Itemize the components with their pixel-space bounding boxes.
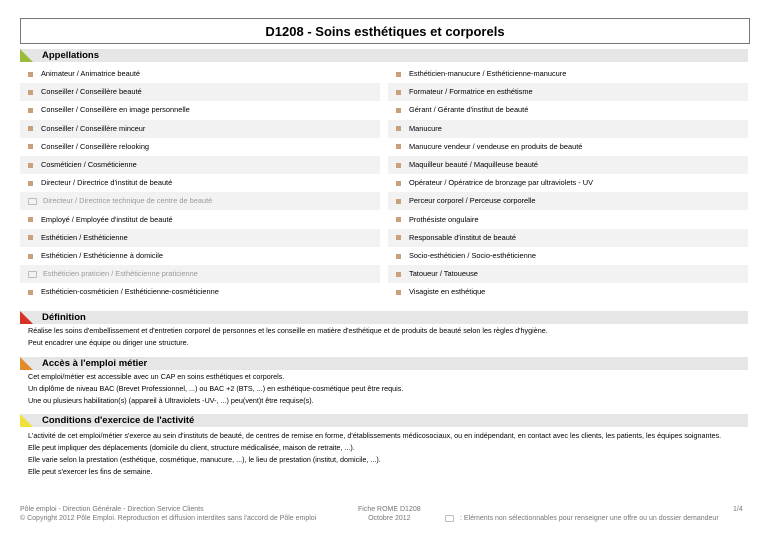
footer-page: 1/4 xyxy=(733,506,743,513)
appellations-header xyxy=(20,49,748,62)
appellation-label: Conseiller / Conseillère beauté xyxy=(41,87,142,97)
appellation-label: Directeur / Directrice technique de centre de beauté xyxy=(43,196,213,206)
appellation-label: Socio-esthéticien / Socio-esthéticienne xyxy=(409,251,536,260)
square-bullet-icon xyxy=(396,163,401,168)
conditions-line-3: Elle varie selon la prestation (esthétique, cosmétique, manucure, ...), le lieu de prestation (institut, domicile, ...). xyxy=(28,455,381,464)
acces-line-3: Une ou plusieurs habilitation(s) (appareil à Ultraviolets -UV-, ...) peu(vent)t être requise(s). xyxy=(28,396,314,405)
appellation-item xyxy=(20,229,380,247)
book-icon xyxy=(28,198,37,205)
square-bullet-icon xyxy=(28,144,33,149)
appellation-item xyxy=(20,265,380,283)
appellation-item xyxy=(20,83,380,101)
square-bullet-icon xyxy=(28,163,33,168)
appellation-label: Maquilleur beauté / Maquilleuse beauté xyxy=(409,160,539,169)
definition-heading: Définition xyxy=(42,312,86,323)
yellow-corner-icon xyxy=(20,414,33,427)
appellation-item xyxy=(388,138,748,156)
appellation-item xyxy=(20,247,380,265)
acces-line-1: Cet emploi/métier est accessible avec un CAP en soins esthétiques et corporels. xyxy=(28,372,285,381)
appellation-label: Visagiste en esthétique xyxy=(409,287,486,297)
definition-header xyxy=(20,311,748,324)
appellation-label: Opérateur / Opératrice de bronzage par ultraviolets - UV xyxy=(409,178,594,188)
footer-copyright: © Copyright 2012 Pôle Emploi. Reproduction et diffusion interdites sans l'accord de Pôle emploi xyxy=(20,515,317,522)
appellation-item xyxy=(388,101,748,119)
conditions-line-1: L'activité de cet emploi/métier s'exerce au sein d'instituts de beauté, de centres de remise en forme, d'établissements médicosociaux, ou en indépendant, en contact avec les clients, les patients, les équipes soignantes. xyxy=(28,431,722,440)
square-bullet-icon xyxy=(28,217,33,222)
acces-header xyxy=(20,357,748,370)
appellation-item xyxy=(20,174,380,192)
square-bullet-icon xyxy=(396,217,401,222)
book-icon xyxy=(445,515,454,522)
square-bullet-icon xyxy=(396,144,401,149)
appellation-item xyxy=(388,174,748,192)
appellation-item xyxy=(388,229,748,247)
appellation-label: Directeur / Directrice d'institut de beauté xyxy=(41,178,173,188)
appellation-label: Formateur / Formatrice en esthétisme xyxy=(409,87,533,97)
appellation-label: Employé / Employée d'institut de beauté xyxy=(41,214,173,224)
appellation-label: Esthéticien / Esthéticienne xyxy=(41,232,128,242)
conditions-line-4: Elle peut s'exercer les fins de semaine. xyxy=(28,467,153,476)
appellation-label: Conseiller / Conseillère relooking xyxy=(41,141,150,151)
appellation-label: Perceur corporel / Perceuse corporelle xyxy=(409,196,536,206)
footer-legend xyxy=(445,514,719,523)
conditions-line-2: Elle peut impliquer des déplacements (domicile du client, structure médicalisée, maison de retraite, ...). xyxy=(28,443,355,452)
appellation-item xyxy=(20,120,380,138)
appellations-heading: Appellations xyxy=(42,50,100,61)
footer-fiche-code: Fiche ROME D1208 xyxy=(358,506,421,513)
appellation-item xyxy=(388,83,748,101)
appellation-item xyxy=(388,247,748,265)
appellation-item xyxy=(388,283,748,301)
square-bullet-icon xyxy=(28,235,33,240)
square-bullet-icon xyxy=(28,90,33,95)
acces-heading: Accès à l'emploi métier xyxy=(42,358,148,369)
page-title xyxy=(20,18,750,44)
appellation-label: Manucure xyxy=(409,123,442,133)
title-text: D1208 - Soins esthétiques et corporels xyxy=(265,23,505,39)
appellation-label: Esthéticien-manucure / Esthéticienne-manucure xyxy=(409,69,567,78)
square-bullet-icon xyxy=(396,90,401,95)
square-bullet-icon xyxy=(28,254,33,259)
appellation-item xyxy=(20,156,380,174)
appellation-label: Manucure vendeur / vendeuse en produits de beauté xyxy=(409,141,583,151)
appellation-label: Conseiller / Conseillère minceur xyxy=(41,123,146,133)
appellation-label: Prothésiste ongulaire xyxy=(409,214,479,224)
square-bullet-icon xyxy=(28,126,33,131)
square-bullet-icon xyxy=(28,181,33,186)
appellation-label: Esthéticien praticien / Esthéticienne praticienne xyxy=(43,269,198,279)
appellation-label: Gérant / Gérante d'institut de beauté xyxy=(409,105,529,115)
appellation-label: Animateur / Animatrice beauté xyxy=(41,69,141,78)
square-bullet-icon xyxy=(396,108,401,113)
appellation-label: Esthéticien / Esthéticienne à domicile xyxy=(41,251,164,260)
appellation-item xyxy=(20,101,380,119)
conditions-header xyxy=(20,414,748,427)
square-bullet-icon xyxy=(396,272,401,277)
red-corner-icon xyxy=(20,311,33,324)
appellation-item xyxy=(388,65,748,83)
green-corner-icon xyxy=(20,49,33,62)
footer-date: Octobre 2012 xyxy=(368,515,411,522)
square-bullet-icon xyxy=(396,235,401,240)
footer-org xyxy=(20,505,316,523)
square-bullet-icon xyxy=(396,199,401,204)
book-icon xyxy=(28,271,37,278)
appellation-item xyxy=(388,192,748,210)
appellation-item xyxy=(20,211,380,229)
appellation-item xyxy=(20,283,380,301)
appellation-label: Cosméticien / Cosméticienne xyxy=(41,160,137,169)
square-bullet-icon xyxy=(396,126,401,131)
square-bullet-icon xyxy=(396,254,401,259)
footer-legend-text: : Eléments non sélectionnables pour renseigner une offre ou un dossier demandeur xyxy=(460,515,719,522)
appellation-item xyxy=(388,156,748,174)
square-bullet-icon xyxy=(28,290,33,295)
appellation-item xyxy=(388,265,748,283)
orange-corner-icon xyxy=(20,357,33,370)
acces-line-2: Un diplôme de niveau BAC (Brevet Professionnel, ...) ou BAC +2 (BTS, ...) en esthétique-cosmétique peut être requis. xyxy=(28,384,404,393)
appellation-item xyxy=(20,192,380,210)
square-bullet-icon xyxy=(28,72,33,77)
appellation-item xyxy=(388,120,748,138)
definition-line-2: Peut encadrer une équipe ou diriger une structure. xyxy=(28,338,189,347)
definition-line-1: Réalise les soins d'embellissement et d'entretien corporel de personnes et les conseille en matière d'esthétique et de produits de beauté selon les règles d'hygiène. xyxy=(28,326,548,335)
appellation-item xyxy=(20,65,380,83)
footer-fiche xyxy=(358,505,421,523)
appellation-item xyxy=(20,138,380,156)
square-bullet-icon xyxy=(396,290,401,295)
conditions-heading: Conditions d'exercice de l'activité xyxy=(42,415,195,426)
appellation-label: Esthéticien-cosméticien / Esthéticienne-cosméticienne xyxy=(41,287,219,297)
appellation-label: Conseiller / Conseillère en image personnelle xyxy=(41,105,190,115)
footer-org-line: Pôle emploi - Direction Générale - Direction Service Clients xyxy=(20,506,204,513)
appellation-label: Responsable d'institut de beauté xyxy=(409,232,517,242)
appellation-item xyxy=(388,211,748,229)
square-bullet-icon xyxy=(396,181,401,186)
square-bullet-icon xyxy=(28,108,33,113)
appellation-label: Tatoueur / Tatoueuse xyxy=(409,269,478,279)
square-bullet-icon xyxy=(396,72,401,77)
